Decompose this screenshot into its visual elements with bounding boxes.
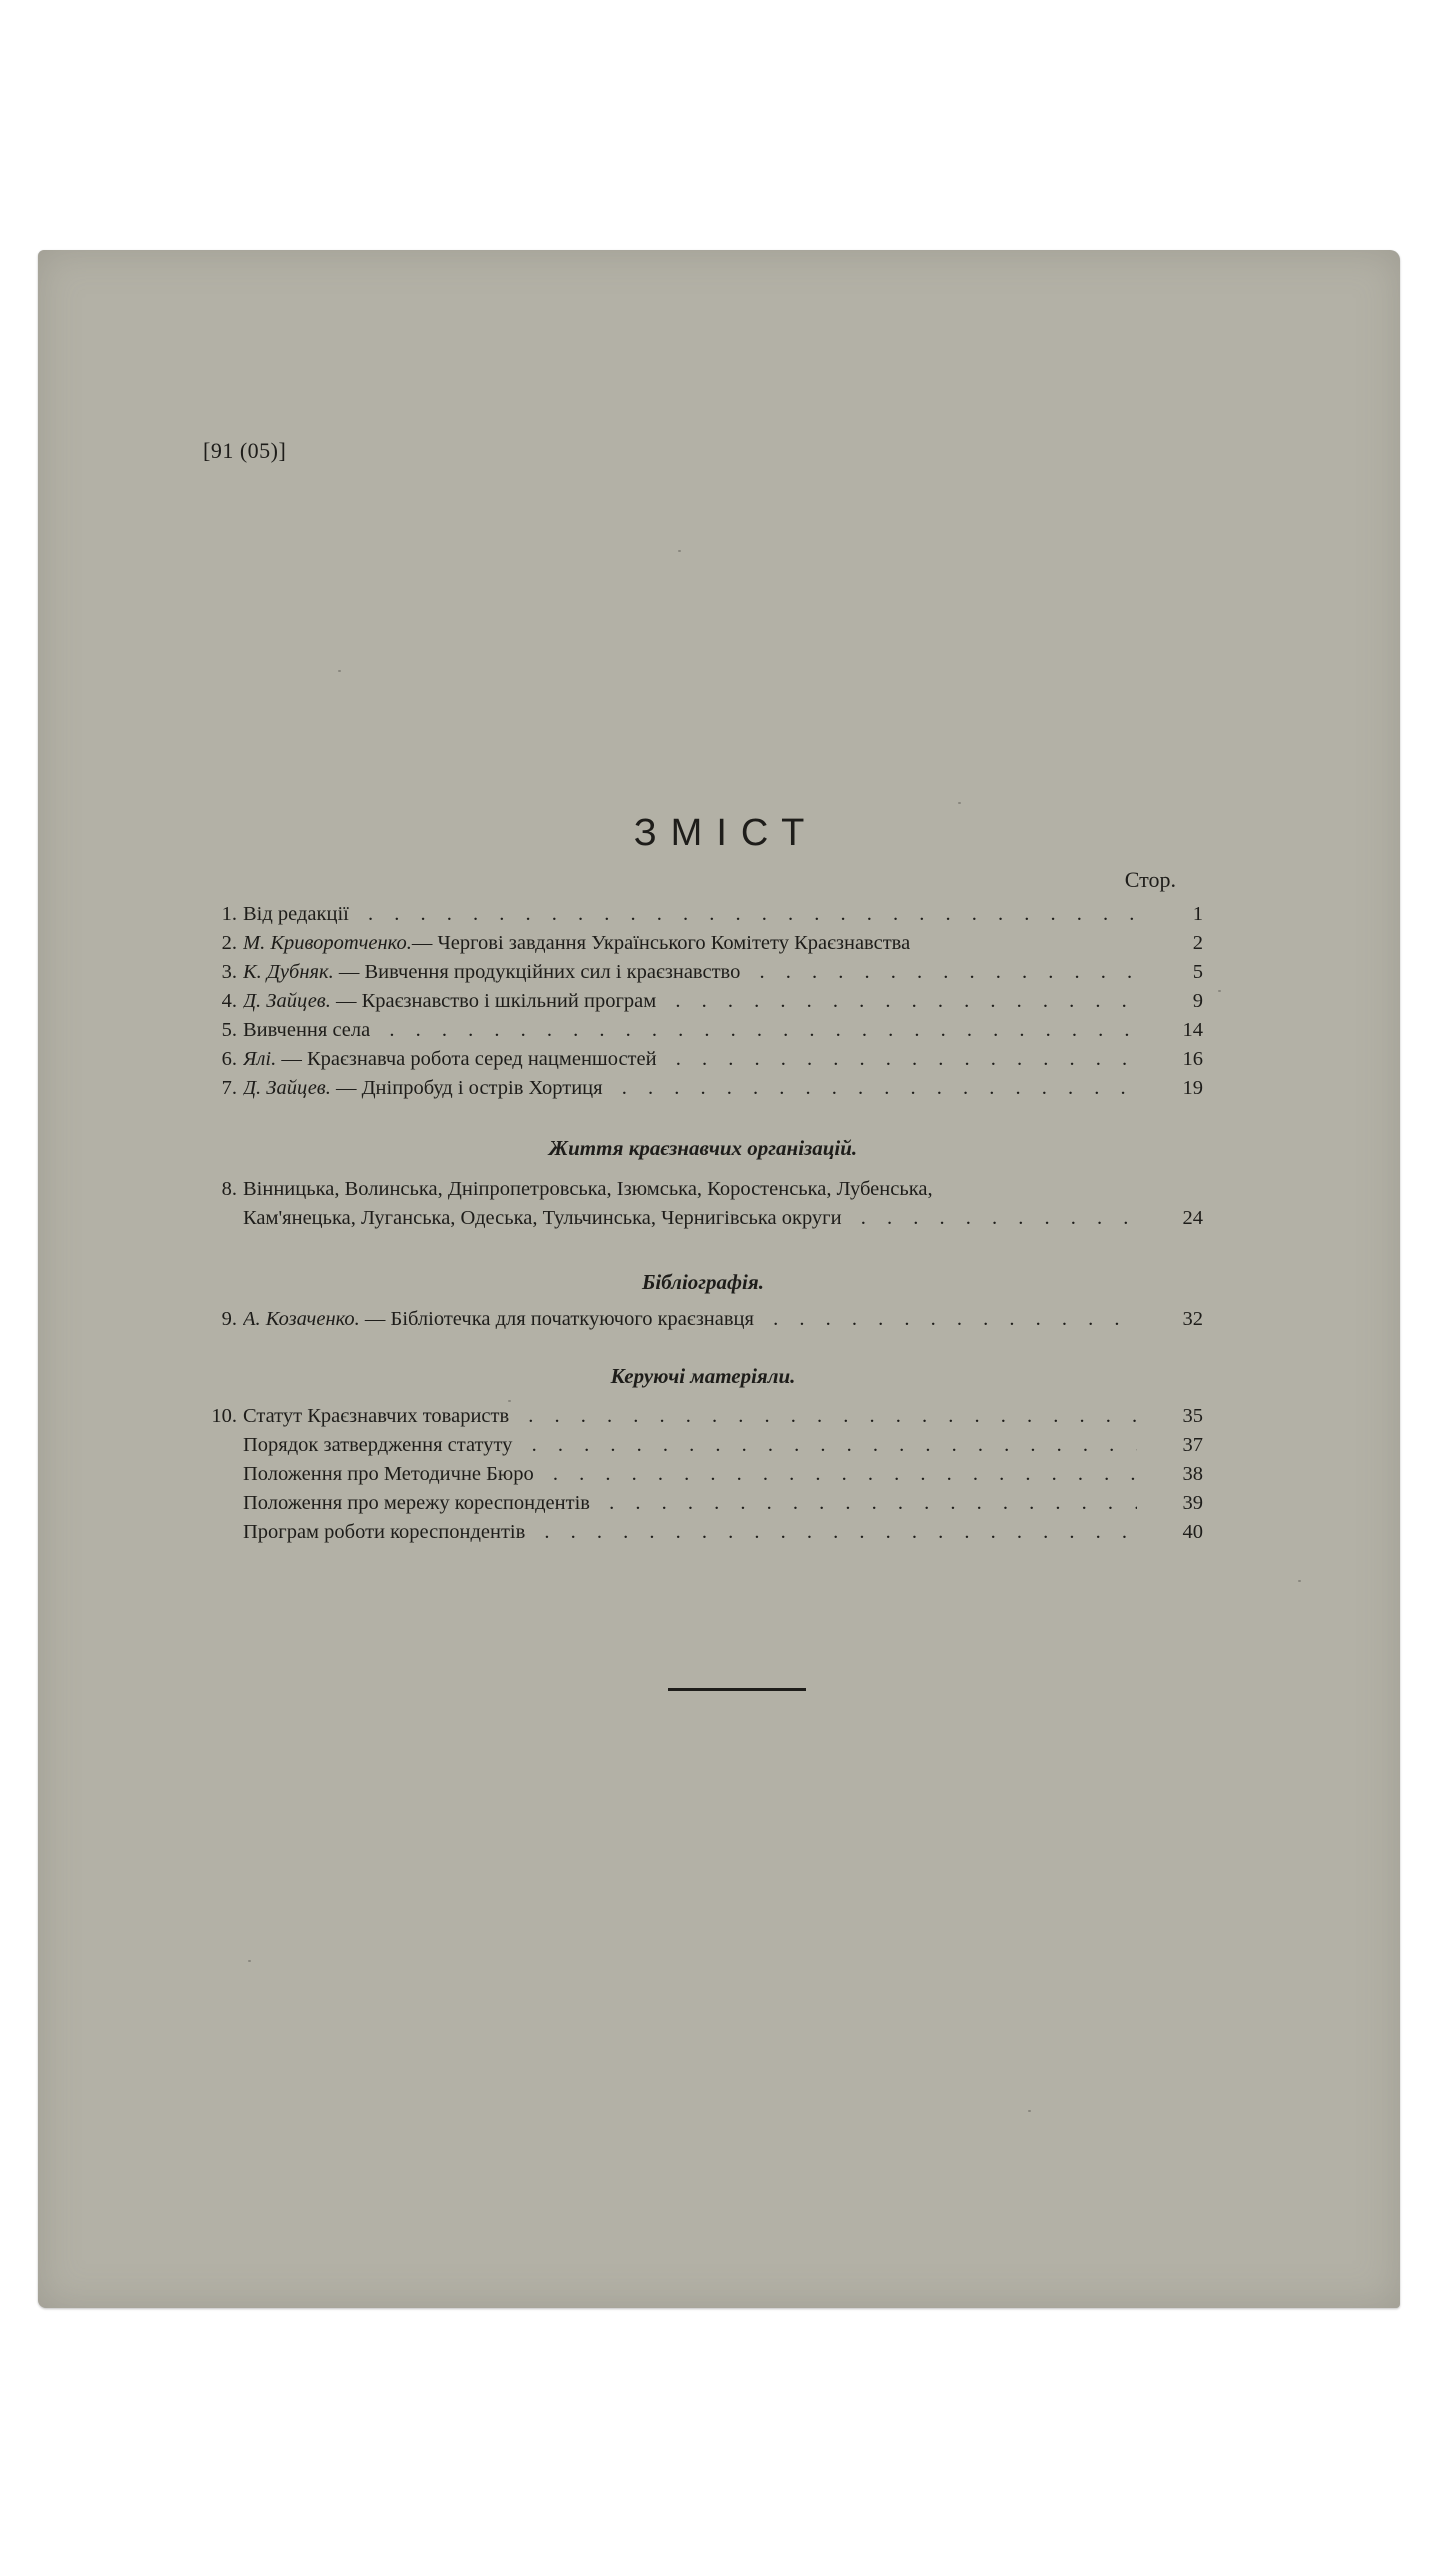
toc-entry-9	[203, 1305, 1203, 1334]
entry-title: — Чергові завдання Українського Комітету Краєзнавства	[411, 932, 911, 954]
entry-number: 8.	[221, 1178, 237, 1200]
entry-title: — Краєзнавча робота серед нацменшостей	[276, 1048, 657, 1070]
toc-section-bibliography	[203, 1268, 1203, 1298]
paper-speck	[1298, 1580, 1301, 1582]
entry-page: 2	[1137, 929, 1203, 958]
entry-author: Д. Зайцев.	[243, 1077, 331, 1099]
toc-entry-3	[203, 958, 1203, 987]
entry-author: А. Козаченко.	[243, 1308, 360, 1330]
entry-title: Вивчення села	[243, 1019, 376, 1041]
toc-entry-6	[203, 1045, 1203, 1074]
paper-speck	[248, 1960, 251, 1962]
toc-entry-4	[203, 987, 1203, 1016]
entry-title: — Дніпробуд і острів Хортиця	[330, 1077, 603, 1099]
entry-page: 35	[1137, 1402, 1203, 1431]
toc-entry-2	[203, 929, 1203, 958]
toc-entry-8-block	[203, 1175, 1203, 1233]
paper-speck	[958, 802, 961, 804]
entry-page: 39	[1137, 1489, 1203, 1518]
section-heading: Бібліографія.	[642, 1270, 764, 1294]
entry-title: Від редакції	[243, 903, 355, 925]
entry-number: 3.	[221, 961, 237, 983]
entry-number: 2.	[221, 932, 237, 954]
entry-title: Статут Краєзнавчих товариств	[243, 1405, 515, 1427]
toc-entry-8-line2	[203, 1204, 1203, 1233]
entry-title: Положення про мережу кореспондентів	[243, 1492, 596, 1514]
entry-page: 1	[1137, 900, 1203, 929]
toc-entry-10-sub	[203, 1489, 1203, 1518]
toc-entry-10-sub	[203, 1431, 1203, 1460]
closing-rule	[668, 1688, 806, 1691]
entry-author: К. Дубняк.	[243, 961, 334, 983]
section-heading: Життя краєзнавчих організацій.	[548, 1136, 858, 1160]
toc-entry-7	[203, 1074, 1203, 1103]
paper-speck	[1218, 990, 1221, 992]
paper-speck	[678, 550, 681, 552]
entry-title: — Краєзнавство і шкільний програм	[330, 990, 657, 1012]
toc-entry-8-line1	[203, 1175, 1203, 1204]
entry-title: — Вивчення продукційних сил і краєзнавство	[333, 961, 741, 983]
entry-page: 14	[1137, 1016, 1203, 1045]
entry-page: 40	[1137, 1518, 1203, 1547]
section-heading: Керуючі матеріяли.	[610, 1364, 796, 1388]
book-page	[38, 250, 1400, 2308]
toc-entry-10-sub	[203, 1518, 1203, 1547]
entry-page: 5	[1137, 958, 1203, 987]
entry-page: 32	[1137, 1305, 1203, 1334]
entry-number: 10.	[211, 1405, 237, 1427]
toc-entry-5	[203, 1016, 1203, 1045]
entry-page: 16	[1137, 1045, 1203, 1074]
entry-number: 9.	[221, 1308, 237, 1330]
entry-number: 4.	[221, 990, 237, 1012]
entry-title: Вінницька, Волинська, Дніпропетровська, Ізюмська, Коростенська, Лубенська,	[243, 1178, 933, 1200]
toc-section-life	[203, 1134, 1203, 1164]
page-title: ЗМІСТ	[633, 812, 819, 854]
toc-materials	[203, 1402, 1203, 1547]
paper-speck	[1028, 2110, 1031, 2112]
entry-author: Ялі.	[243, 1048, 277, 1070]
classification-code: [91 (05)]	[203, 438, 287, 463]
entry-title: Кам'янецька, Луганська, Одеська, Тульчинська, Чернигівська округи	[243, 1207, 848, 1229]
entry-title: Порядок затвердження статуту	[243, 1434, 518, 1456]
toc-main	[203, 900, 1203, 1103]
entry-page: 38	[1137, 1460, 1203, 1489]
entry-page: 9	[1137, 987, 1203, 1016]
toc-entry-10-sub	[203, 1460, 1203, 1489]
entry-author: М. Криворотченко.	[243, 932, 412, 954]
entry-title: Положення про Методичне Бюро	[243, 1463, 540, 1485]
toc-section-materials	[203, 1362, 1203, 1392]
entry-title: Програм роботи кореспондентів	[243, 1521, 531, 1543]
entry-page: 24	[1137, 1204, 1203, 1233]
page-column-label: Стор.	[1124, 867, 1176, 892]
entry-number: 7.	[221, 1077, 237, 1099]
entry-author: Д. Зайцев.	[243, 990, 331, 1012]
entry-number: 6.	[221, 1048, 237, 1070]
entry-number: 1.	[221, 903, 237, 925]
paper-speck	[338, 670, 341, 672]
toc-entry-9-block	[203, 1305, 1203, 1334]
toc-entry-10	[203, 1402, 1203, 1431]
toc-entry-1	[203, 900, 1203, 929]
entry-page: 19	[1137, 1074, 1203, 1103]
entry-title: — Бібліотечка для початкуючого краєзнавця	[359, 1308, 754, 1330]
entry-page: 37	[1137, 1431, 1203, 1460]
entry-number: 5.	[221, 1019, 237, 1041]
